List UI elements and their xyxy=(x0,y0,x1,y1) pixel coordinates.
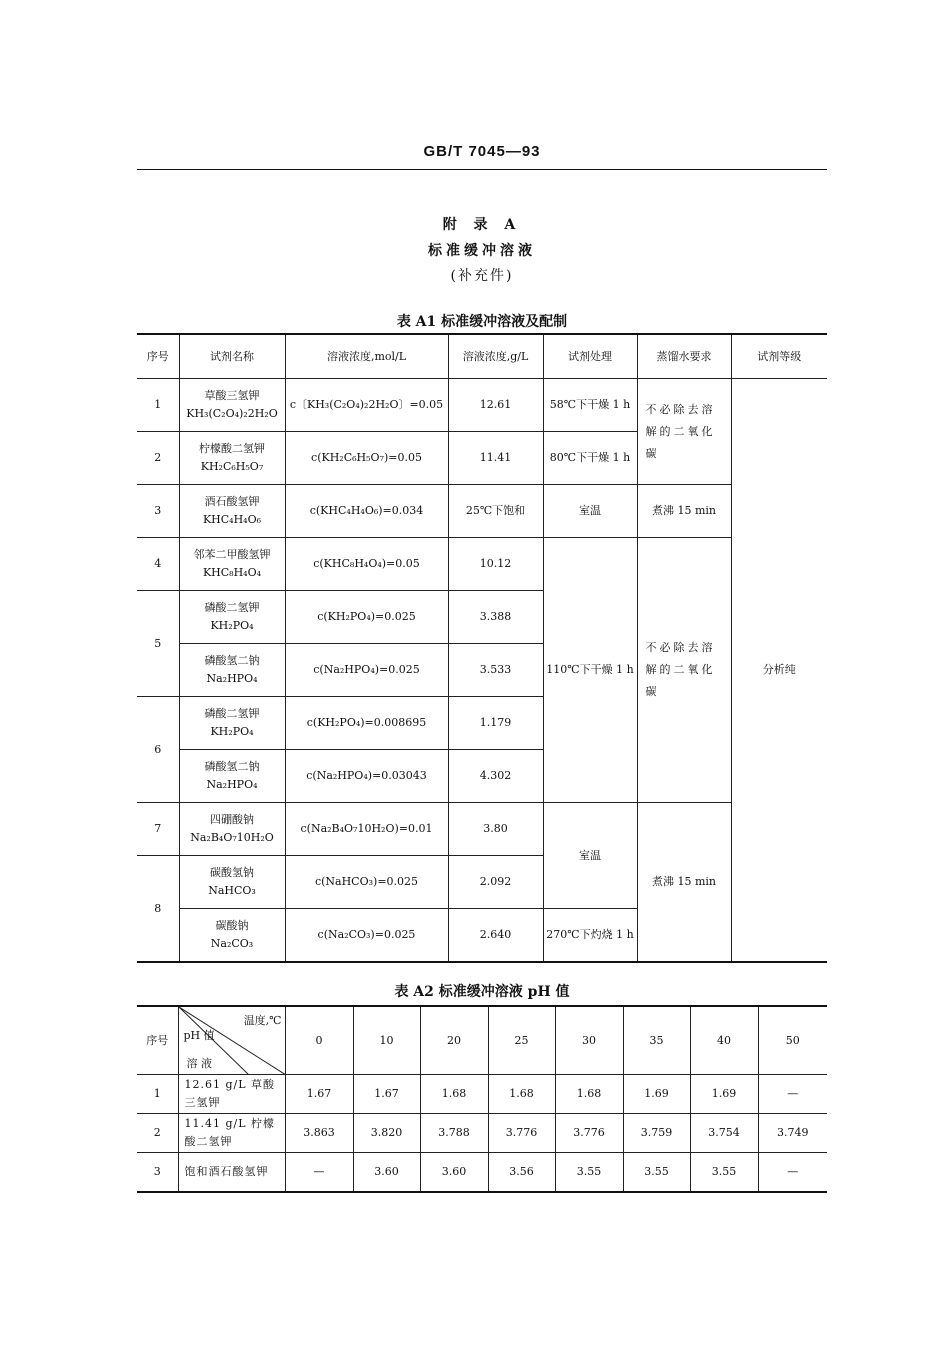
table-a2 xyxy=(137,1005,827,1193)
solution-label: 溶 液 xyxy=(186,1057,212,1070)
gl-concentration: 3.533 xyxy=(448,644,543,697)
reagent-cell xyxy=(179,697,285,750)
temp-header: 35 xyxy=(623,1006,690,1075)
table-a1-caption: 表 A1 标准缓冲溶液及配制 xyxy=(396,314,568,330)
gl-concentration: 2.092 xyxy=(448,856,543,909)
treatment: 110℃下干燥 1 h xyxy=(543,538,637,803)
ph-value: 3.55 xyxy=(555,1153,623,1193)
ph-value: 3.60 xyxy=(420,1153,488,1193)
ph-value: 3.776 xyxy=(488,1114,555,1153)
reagent-name: 碳酸氢钠 xyxy=(210,866,254,879)
ph-value: 1.69 xyxy=(623,1075,690,1114)
document-code: GB/T 7045—93 xyxy=(423,143,541,160)
ph-value: 3.788 xyxy=(420,1114,488,1153)
ph-value: 3.56 xyxy=(488,1153,555,1193)
reagent-cell xyxy=(179,644,285,697)
header-water: 蒸馏水要求 xyxy=(637,334,731,379)
ph-value: 3.55 xyxy=(623,1153,690,1193)
mol-concentration: c(KH₂C₆H₅O₇)=0.05 xyxy=(285,432,448,485)
header-rule xyxy=(137,169,827,170)
row-no: 1 xyxy=(137,379,179,432)
reagent-formula: KH₃(C₂O₄)₂2H₂O xyxy=(186,407,278,420)
gl-concentration: 12.61 xyxy=(448,379,543,432)
appendix-note: (补充件) xyxy=(450,268,514,284)
table-a2-caption: 表 A2 标准缓冲溶液 pH 值 xyxy=(394,984,570,1000)
reagent-name: 酒石酸氢钾 xyxy=(204,495,260,508)
row-no: 3 xyxy=(137,1153,178,1193)
appendix-label: 附 录 A xyxy=(442,217,522,233)
temp-header: 0 xyxy=(285,1006,353,1075)
reagent-name: 磷酸二氢钾 xyxy=(204,707,260,720)
table-row xyxy=(137,485,827,538)
gl-concentration: 10.12 xyxy=(448,538,543,591)
reagent-formula: KH₂PO₄ xyxy=(210,619,254,632)
mol-concentration: c〔KH₃(C₂O₄)₂2H₂O〕=0.05 xyxy=(285,379,448,432)
row-no: 1 xyxy=(137,1075,178,1114)
water-requirement: 煮沸 15 min xyxy=(637,803,731,963)
reagent-cell xyxy=(179,750,285,803)
header-grade: 试剂等级 xyxy=(731,334,827,379)
reagent-name: 磷酸二氢钾 xyxy=(204,601,260,614)
reagent-cell xyxy=(179,379,285,432)
header-mol: 溶液浓度,mol/L xyxy=(285,334,448,379)
row-no: 2 xyxy=(137,432,179,485)
gl-concentration: 2.640 xyxy=(448,909,543,963)
header-no: 序号 xyxy=(137,1006,178,1075)
header-no: 序号 xyxy=(137,334,179,379)
header-gl: 溶液浓度,g/L xyxy=(448,334,543,379)
temp-header: 40 xyxy=(690,1006,758,1075)
reagent-formula: Na₂HPO₄ xyxy=(206,778,258,791)
gl-concentration: 11.41 xyxy=(448,432,543,485)
water-requirement: 煮沸 15 min xyxy=(637,485,731,538)
ph-value: 3.60 xyxy=(353,1153,420,1193)
reagent-cell xyxy=(179,538,285,591)
ph-value: 1.68 xyxy=(488,1075,555,1114)
header-treatment: 试剂处理 xyxy=(543,334,637,379)
mol-concentration: c(Na₂HPO₄)=0.025 xyxy=(285,644,448,697)
reagent-cell xyxy=(179,485,285,538)
reagent-formula: Na₂CO₃ xyxy=(210,937,254,950)
mol-concentration: c(Na₂HPO₄)=0.03043 xyxy=(285,750,448,803)
reagent-name: 柠檬酸二氢钾 xyxy=(199,442,265,455)
ph-value: 1.67 xyxy=(285,1075,353,1114)
row-no: 3 xyxy=(137,485,179,538)
row-no: 2 xyxy=(137,1114,178,1153)
temperature-label: 温度,℃ xyxy=(243,1014,282,1027)
row-no: 4 xyxy=(137,538,179,591)
reagent-formula: KHC₈H₄O₄ xyxy=(202,566,262,579)
reagent-name: 草酸三氢钾 xyxy=(204,389,260,402)
temp-header: 10 xyxy=(353,1006,420,1075)
reagent-grade: 分析纯 xyxy=(731,379,827,963)
treatment: 室温 xyxy=(543,485,637,538)
temp-header: 20 xyxy=(420,1006,488,1075)
gl-concentration: 4.302 xyxy=(448,750,543,803)
appendix-title: 标准缓冲溶液 xyxy=(428,243,536,259)
gl-concentration: 1.179 xyxy=(448,697,543,750)
table-row xyxy=(137,803,827,856)
solution-name: 饱和酒石酸氢钾 xyxy=(178,1153,285,1193)
mol-concentration: c(Na₂B₄O₇10H₂O)=0.01 xyxy=(285,803,448,856)
ph-value: 1.69 xyxy=(690,1075,758,1114)
table-row xyxy=(137,379,827,432)
ph-value: 1.68 xyxy=(420,1075,488,1114)
row-no: 6 xyxy=(137,697,179,803)
treatment: 270℃下灼烧 1 h xyxy=(543,909,637,963)
reagent-cell xyxy=(179,803,285,856)
reagent-name: 磷酸氢二钠 xyxy=(204,760,260,773)
ph-value: 3.55 xyxy=(690,1153,758,1193)
solution-name: 12.61 g/L 草酸三氢钾 xyxy=(178,1075,285,1114)
reagent-cell xyxy=(179,591,285,644)
mol-concentration: c(KHC₈H₄O₄)=0.05 xyxy=(285,538,448,591)
treatment: 58℃下干燥 1 h xyxy=(543,379,637,432)
reagent-formula: KH₂C₆H₅O₇ xyxy=(200,460,264,473)
mol-concentration: c(KH₂PO₄)=0.008695 xyxy=(285,697,448,750)
diagonal-header-cell xyxy=(178,1006,285,1075)
temp-header: 30 xyxy=(555,1006,623,1075)
row-no: 5 xyxy=(137,591,179,697)
water-requirement: 不必除去溶解的二氧化碳 xyxy=(637,538,731,803)
gl-concentration: 3.80 xyxy=(448,803,543,856)
table-row xyxy=(137,1153,827,1193)
reagent-cell xyxy=(179,856,285,909)
mol-concentration: c(Na₂CO₃)=0.025 xyxy=(285,909,448,963)
ph-value: — xyxy=(758,1153,827,1193)
ph-value: 1.67 xyxy=(353,1075,420,1114)
reagent-cell xyxy=(179,909,285,963)
solution-name: 11.41 g/L 柠檬酸二氢钾 xyxy=(178,1114,285,1153)
reagent-name: 碳酸钠 xyxy=(215,919,249,932)
ph-value: — xyxy=(285,1153,353,1193)
gl-concentration: 3.388 xyxy=(448,591,543,644)
ph-value: 3.820 xyxy=(353,1114,420,1153)
gl-concentration: 25℃下饱和 xyxy=(448,485,543,538)
ph-value: 1.68 xyxy=(555,1075,623,1114)
reagent-formula: KHC₄H₄O₆ xyxy=(202,513,262,526)
table-a2-header-row xyxy=(137,1006,827,1075)
ph-value: 3.863 xyxy=(285,1114,353,1153)
mol-concentration: c(KH₂PO₄)=0.025 xyxy=(285,591,448,644)
reagent-formula: KH₂PO₄ xyxy=(210,725,254,738)
row-no: 7 xyxy=(137,803,179,856)
ph-value: 3.776 xyxy=(555,1114,623,1153)
table-row xyxy=(137,1075,827,1114)
ph-label: pH 值 xyxy=(183,1029,215,1042)
temp-header: 25 xyxy=(488,1006,555,1075)
water-requirement: 不必除去溶解的二氧化碳 xyxy=(637,379,731,485)
reagent-name: 邻苯二甲酸氢钾 xyxy=(193,548,271,561)
reagent-name: 四硼酸钠 xyxy=(210,813,254,826)
ph-value: — xyxy=(758,1075,827,1114)
header-reagent: 试剂名称 xyxy=(179,334,285,379)
reagent-formula: NaHCO₃ xyxy=(208,884,256,897)
table-row xyxy=(137,1114,827,1153)
ph-value: 3.759 xyxy=(623,1114,690,1153)
reagent-name: 磷酸氢二钠 xyxy=(204,654,260,667)
reagent-cell xyxy=(179,432,285,485)
ph-value: 3.749 xyxy=(758,1114,827,1153)
reagent-formula: Na₂B₄O₇10H₂O xyxy=(190,831,274,844)
temp-header: 50 xyxy=(758,1006,827,1075)
table-row xyxy=(137,538,827,591)
treatment: 室温 xyxy=(543,803,637,909)
table-a1 xyxy=(137,333,827,963)
mol-concentration: c(KHC₄H₄O₆)=0.034 xyxy=(285,485,448,538)
ph-value: 3.754 xyxy=(690,1114,758,1153)
table-a1-header-row xyxy=(137,334,827,379)
mol-concentration: c(NaHCO₃)=0.025 xyxy=(285,856,448,909)
reagent-formula: Na₂HPO₄ xyxy=(206,672,258,685)
treatment: 80℃下干燥 1 h xyxy=(543,432,637,485)
row-no: 8 xyxy=(137,856,179,963)
